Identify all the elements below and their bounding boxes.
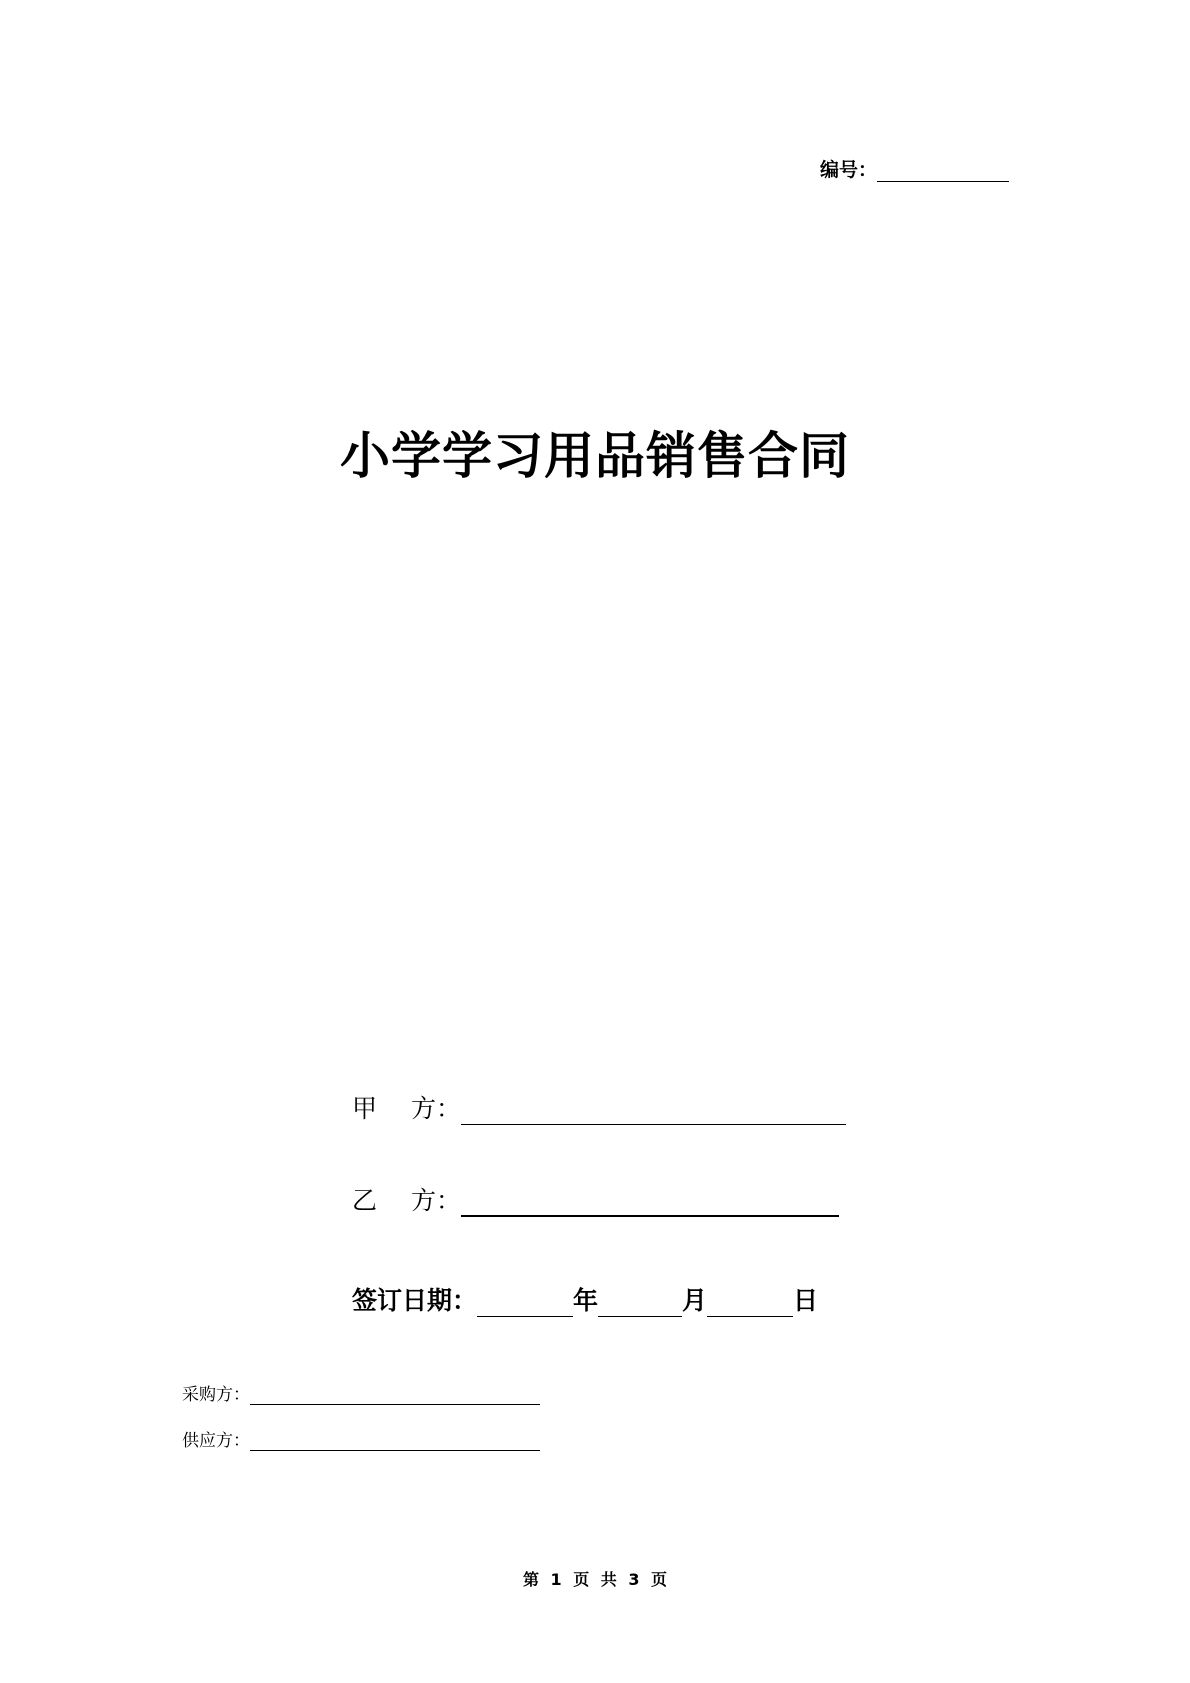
party-b-label-char: 乙 — [352, 1186, 378, 1215]
party-a-label-suffix: 方： — [411, 1094, 462, 1123]
party-b-label — [352, 1181, 461, 1217]
buyer-label: 采购方： — [182, 1385, 250, 1405]
supplier-field — [182, 1427, 540, 1451]
page-number-footer: 第 1 页 共 3 页 — [522, 1570, 668, 1589]
party-b-label-suffix: 方： — [411, 1186, 462, 1215]
party-a-blank — [461, 1096, 846, 1125]
day-label: 日 — [793, 1286, 819, 1315]
supplier-label: 供应方： — [182, 1431, 250, 1451]
contract-number-field — [820, 156, 1009, 182]
signing-date-label: 签订日期： — [352, 1286, 478, 1315]
signing-date-field — [352, 1281, 818, 1317]
month-label: 月 — [682, 1286, 708, 1315]
document-title: 小学学习用品销售合同 — [340, 426, 850, 485]
buyer-blank — [250, 1386, 540, 1405]
party-a-field — [352, 1089, 846, 1125]
supplier-blank — [250, 1432, 540, 1451]
month-blank — [598, 1288, 682, 1317]
day-blank — [707, 1288, 793, 1317]
year-label: 年 — [573, 1286, 599, 1315]
party-b-blank — [461, 1187, 839, 1217]
year-blank — [477, 1288, 573, 1317]
party-b-field — [352, 1181, 839, 1217]
contract-number-label: 编号： — [820, 159, 878, 181]
buyer-field — [182, 1381, 540, 1405]
party-a-label — [352, 1089, 461, 1125]
contract-number-blank — [877, 161, 1009, 182]
party-a-label-char: 甲 — [352, 1094, 378, 1123]
